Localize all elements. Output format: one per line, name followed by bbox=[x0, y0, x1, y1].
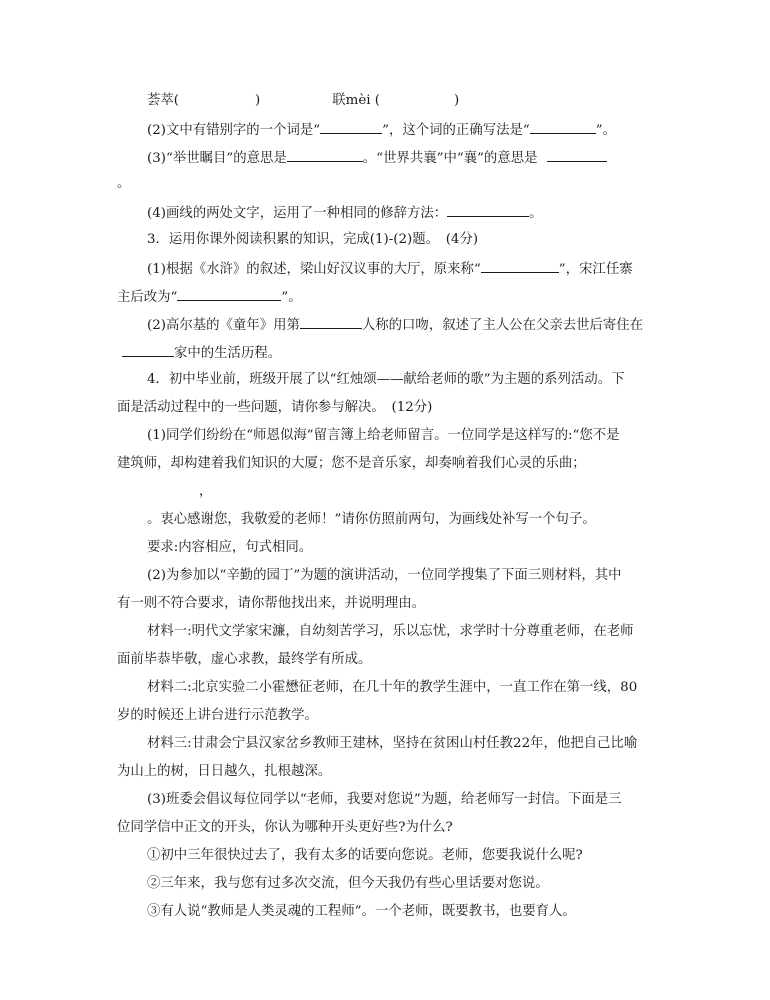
question-speech-cont: 有一则不符合要求，请你帮他找出来，并说明理由。 bbox=[117, 596, 425, 611]
answer-blank bbox=[320, 120, 382, 134]
material-1: 材料一:明代文学家宋濂，自幼刻苦学习，乐以忘忧，求学时十分尊重老师，在老师 bbox=[147, 624, 634, 639]
question-4-rhetoric: (4)画线的两处文字，运用了一种相同的修辞方法： 。 bbox=[147, 203, 662, 223]
word-huicui: 荟萃( bbox=[147, 93, 180, 108]
question-message-book-cont: 建筑师，却构建着我们知识的大厦；您不是音乐家，却奏响着我们心灵的乐曲； bbox=[117, 456, 586, 471]
answer-blank bbox=[122, 343, 174, 357]
answer-blank bbox=[530, 120, 596, 134]
question-letter-cont: 位同学信中正文的开头，你认为哪种开头更好些?为什么? bbox=[117, 820, 453, 835]
answer-blank bbox=[287, 148, 363, 162]
section-4-heading: 4．初中毕业前，班级开展了以“红烛颂——献给老师的歌”为主题的系列活动。下 bbox=[147, 372, 625, 387]
question-shuihu: (1)根据《水浒》的叙述，梁山好汉议事的大厅，原来称“ ”，宋江任寨 bbox=[147, 259, 662, 279]
material-1-cont: 面前毕恭毕敬，虚心求教，最终学有所成。 bbox=[117, 652, 372, 667]
material-3: 材料三:甘肃会宁县汉家岔乡教师王建林，坚持在贫困山村任教22年，他把自己比喻 bbox=[147, 736, 638, 751]
question-speech: (2)为参加以“辛勤的园丁”为题的演讲活动，一位同学搜集了下面三则材料，其中 bbox=[147, 568, 622, 583]
option-3: ③有人说“教师是人类灵魂的工程师”。一个老师，既要教书，也要育人。 bbox=[147, 904, 576, 919]
question-3-meaning: (3)“举世瞩目”的意思是 。“世界共襄”中“襄”的意思是 bbox=[147, 148, 662, 168]
answer-blank bbox=[300, 315, 362, 329]
section-3-heading: 3．运用你课外阅读积累的知识，完成(1)-(2)题。 (4分) bbox=[147, 232, 479, 247]
question-shuihu-cont: 主后改为“ ”。 bbox=[117, 287, 662, 307]
question-letter: (3)班委会倡议每位同学以“老师，我要对您说”为题，给老师写一封信。下面是三 bbox=[147, 792, 622, 807]
question-message-book: (1)同学们纷纷在“师恩似海”留言簿上给老师留言。一位同学是这样写的:“您不是 bbox=[147, 428, 620, 443]
comma-line: ， bbox=[199, 484, 213, 499]
question-tongnian-cont: 家中的生活历程。 bbox=[117, 343, 662, 363]
requirement: 要求:内容相应，句式相同。 bbox=[147, 540, 313, 555]
material-2: 材料二:北京实验二小霍懋征老师，在几十年的教学生涯中，一直工作在第一线，80 bbox=[147, 680, 638, 695]
option-1: ①初中三年很快过去了，我有太多的话要向您说。老师，您要我说什么呢? bbox=[147, 848, 583, 863]
option-2: ②三年来，我与您有过多次交流，但今天我仍有些心里话要对您说。 bbox=[147, 876, 549, 891]
question-message-book-end: 。衷心感谢您，我敬爱的老师！”请你仿照前两句，为画线处补写一个句子。 bbox=[147, 512, 596, 527]
word-lianmei: 联mèi ( bbox=[332, 93, 381, 108]
line-vocab-pinyin: 荟萃( ) 联mèi ( ) bbox=[147, 93, 460, 108]
question-2-typo: (2)文中有错别字的一个词是“ ”，这个词的正确写法是“ ”。 bbox=[147, 120, 662, 140]
question-tongnian: (2)高尔基的《童年》用第 人称的口吻，叙述了主人公在父亲去世后寄住在 bbox=[147, 315, 662, 335]
answer-blank bbox=[447, 203, 529, 217]
answer-blank bbox=[177, 287, 281, 301]
answer-blank bbox=[481, 259, 559, 273]
section-4-heading-cont: 面是活动过程中的一些问题，请你参与解决。 (12分) bbox=[117, 400, 433, 415]
material-3-cont: 为山上的树，日日越久，扎根越深。 bbox=[117, 764, 332, 779]
material-2-cont: 岁的时候还上讲台进行示范教学。 bbox=[117, 708, 318, 723]
question-3-end: 。 bbox=[117, 176, 131, 191]
answer-blank bbox=[547, 148, 607, 162]
